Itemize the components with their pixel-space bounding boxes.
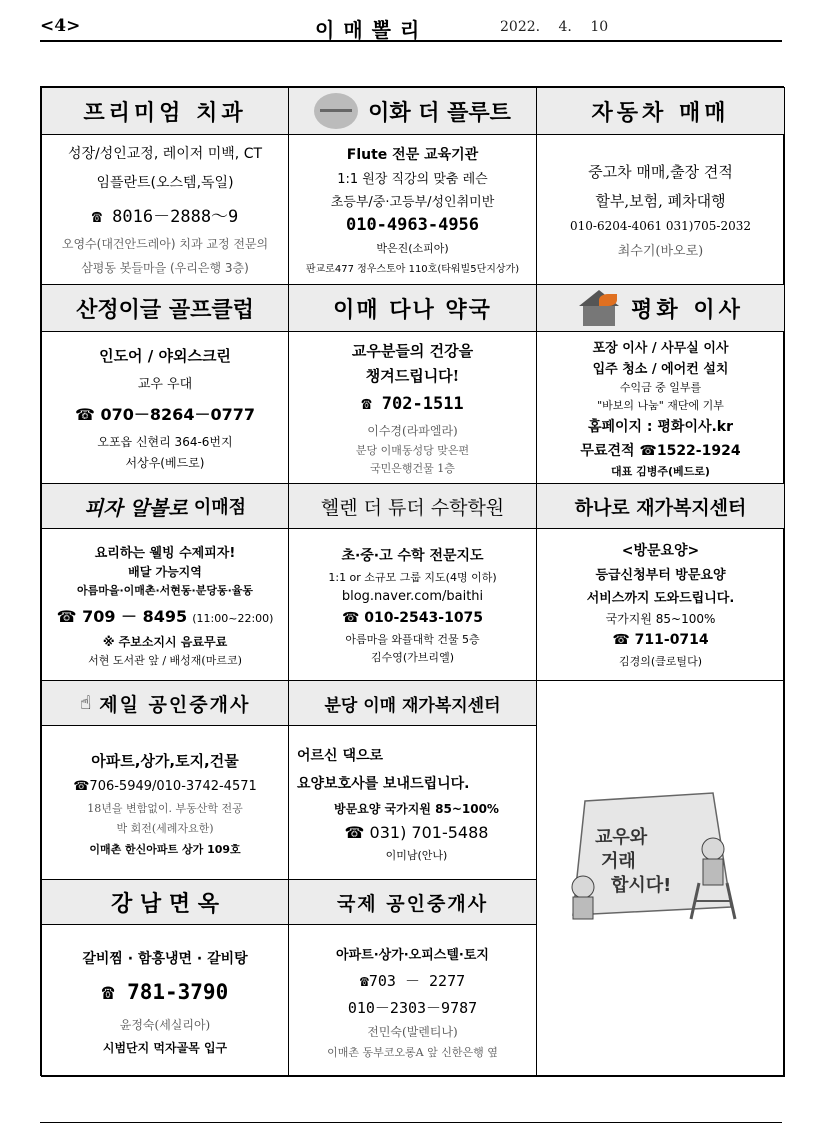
ad-eagle-golf: 산정이글 골프클럽 인도어 / 야외스크린 교우 우대 ☎ 070－8264－0777 오포읍 신현리 364-6번지 서상우(베드로) [41,284,289,484]
page-number: <4> [40,16,81,36]
footer-divider [40,1122,782,1123]
ad-poster-trade [536,680,785,1077]
hand-icon: ☝ [79,692,94,714]
flute-logo-icon [314,93,358,129]
ad-title: 하나로 재가복지센터 [537,484,784,529]
ad-title: 제일 공인중개사 [99,693,251,716]
ad-title: 평화 이사 [631,297,744,323]
trade-poster-illustration [563,787,753,927]
ad-title: 이화 더 플루트 [368,100,511,126]
poster-text-2: 거래 [601,851,636,872]
ad-title: 자동차 매매 [537,88,784,135]
ad-title: 분당 이매 재가복지센터 [289,681,536,726]
ad-gangnam-myeonok: 강 남 면 옥 갈비찜 · 함흥냉면 · 갈비탕 ☎ 781-3790 윤정숙(세실리아) 시범단지 먹자골목 입구 [41,879,289,1077]
ad-pizza-alvolo: 피자 알볼로 이매점 요리하는 웰빙 수제피자! 배달 가능지역 아름마을·이매촌·서현동·분당동·율동 ☎ 709 － 8495 (11:00~22:00) ※ 주보소지시 음료무료 서현 도서관 앞 / 배성재(마르코) [41,483,289,681]
page-header [40,14,782,40]
ad-title: 국제 공인중개사 [289,880,536,925]
ad-title: 산정이글 골프클럽 [42,285,288,332]
ad-title-branch: 이매점 [187,497,246,518]
ad-title: 프리미엄 치과 [42,88,288,135]
newsletter-title: 이매뽈리 [315,18,429,42]
ad-car-dealer: 자동차 매매 중고차 매매,출장 견적 할부,보험, 폐차대행 010-6204-4061 031)705-2032 최수기(바오로) [536,87,785,285]
ad-title: 강 남 면 옥 [42,880,288,925]
ad-hanaro-care: 하나로 재가복지센터 <방문요양> 등급신청부터 방문요양 서비스까지 도와드립니다. 국가지원 85~100% ☎ 711-0714 김경의(클로틸다) [536,483,785,681]
poster-text-3: 합시다! [611,875,672,896]
ad-peace-moving: 평화 이사 포장 이사 / 사무실 이사 입주 청소 / 에어컨 설치 수익금 중 일부를 "바보의 나눔" 재단에 기부 홈페이지 : 평화이사.kr 무료견적 ☎1522-1924 대표 김병주(베드로) [536,284,785,484]
ad-grid [40,86,784,1076]
ad-premium-dental: 프리미엄 치과 성장/성인교정, 레이저 미백, CT 임플란트(오스템,독일) ☎ 8016－2888～9 오영수(대건안드레아) 치과 교정 전문의 삼평동 봇들마을 (우리은행 3층) [41,87,289,285]
ad-gukje-realty: 국제 공인중개사 아파트·상가·오피스텔·토지 ☎703 － 2277 010－2303－9787 전민숙(발렌티나) 이매촌 동부코오롱A 앞 신한은행 옆 [288,879,537,1077]
ad-jeil-realty: ☝ 제일 공인중개사 아파트,상가,토지,건물 ☎706-5949/010-3742-4571 18년을 변함없이. 부동산학 전공 박 회전(세례자요한) 이매촌 한신아파트 상가 109호 [41,680,289,880]
ad-title-brand: 피자 알볼로 [83,495,188,520]
ad-bundang-care: 분당 이매 재가복지센터 어르신 댁으로 요양보호사를 보내드립니다. 방문요양 국가지원 85~100% ☎ 031) 701-5488 이미남(안나) [288,680,537,880]
ad-title: 이매 다나 약국 [289,285,536,332]
poster-text-1: 교우와 [595,827,648,848]
ad-ewha-flute: 이화 더 플루트 Flute 전문 교육기관 1:1 원장 직강의 맞춤 레슨 초등부/중·고등부/성인취미반 010-4963-4956 박은진(소피아) 판교로477 정우스토아 110호(타워빌5단지상가) [288,87,537,285]
house-leaf-icon [577,290,621,326]
issue-date: 2022. 4. 10 [500,19,609,35]
ad-title: 헬렌 더 튜더 수학학원 [289,484,536,529]
ad-dana-pharmacy: 이매 다나 약국 교우분들의 건강을 챙겨드립니다! ☎ 702-1511 이수경(라파엘라) 분당 이매동성당 맞은편 국민은행건물 1층 [288,284,537,484]
header-divider [40,40,782,42]
ad-helen-math: 헬렌 더 튜더 수학학원 초·중·고 수학 전문지도 1:1 or 소규모 그룹 지도(4명 이하) blog.naver.com/baithi ☎ 010-2543-1075 아름마을 와플대학 건물 5층 김수영(가브리엘) [288,483,537,681]
